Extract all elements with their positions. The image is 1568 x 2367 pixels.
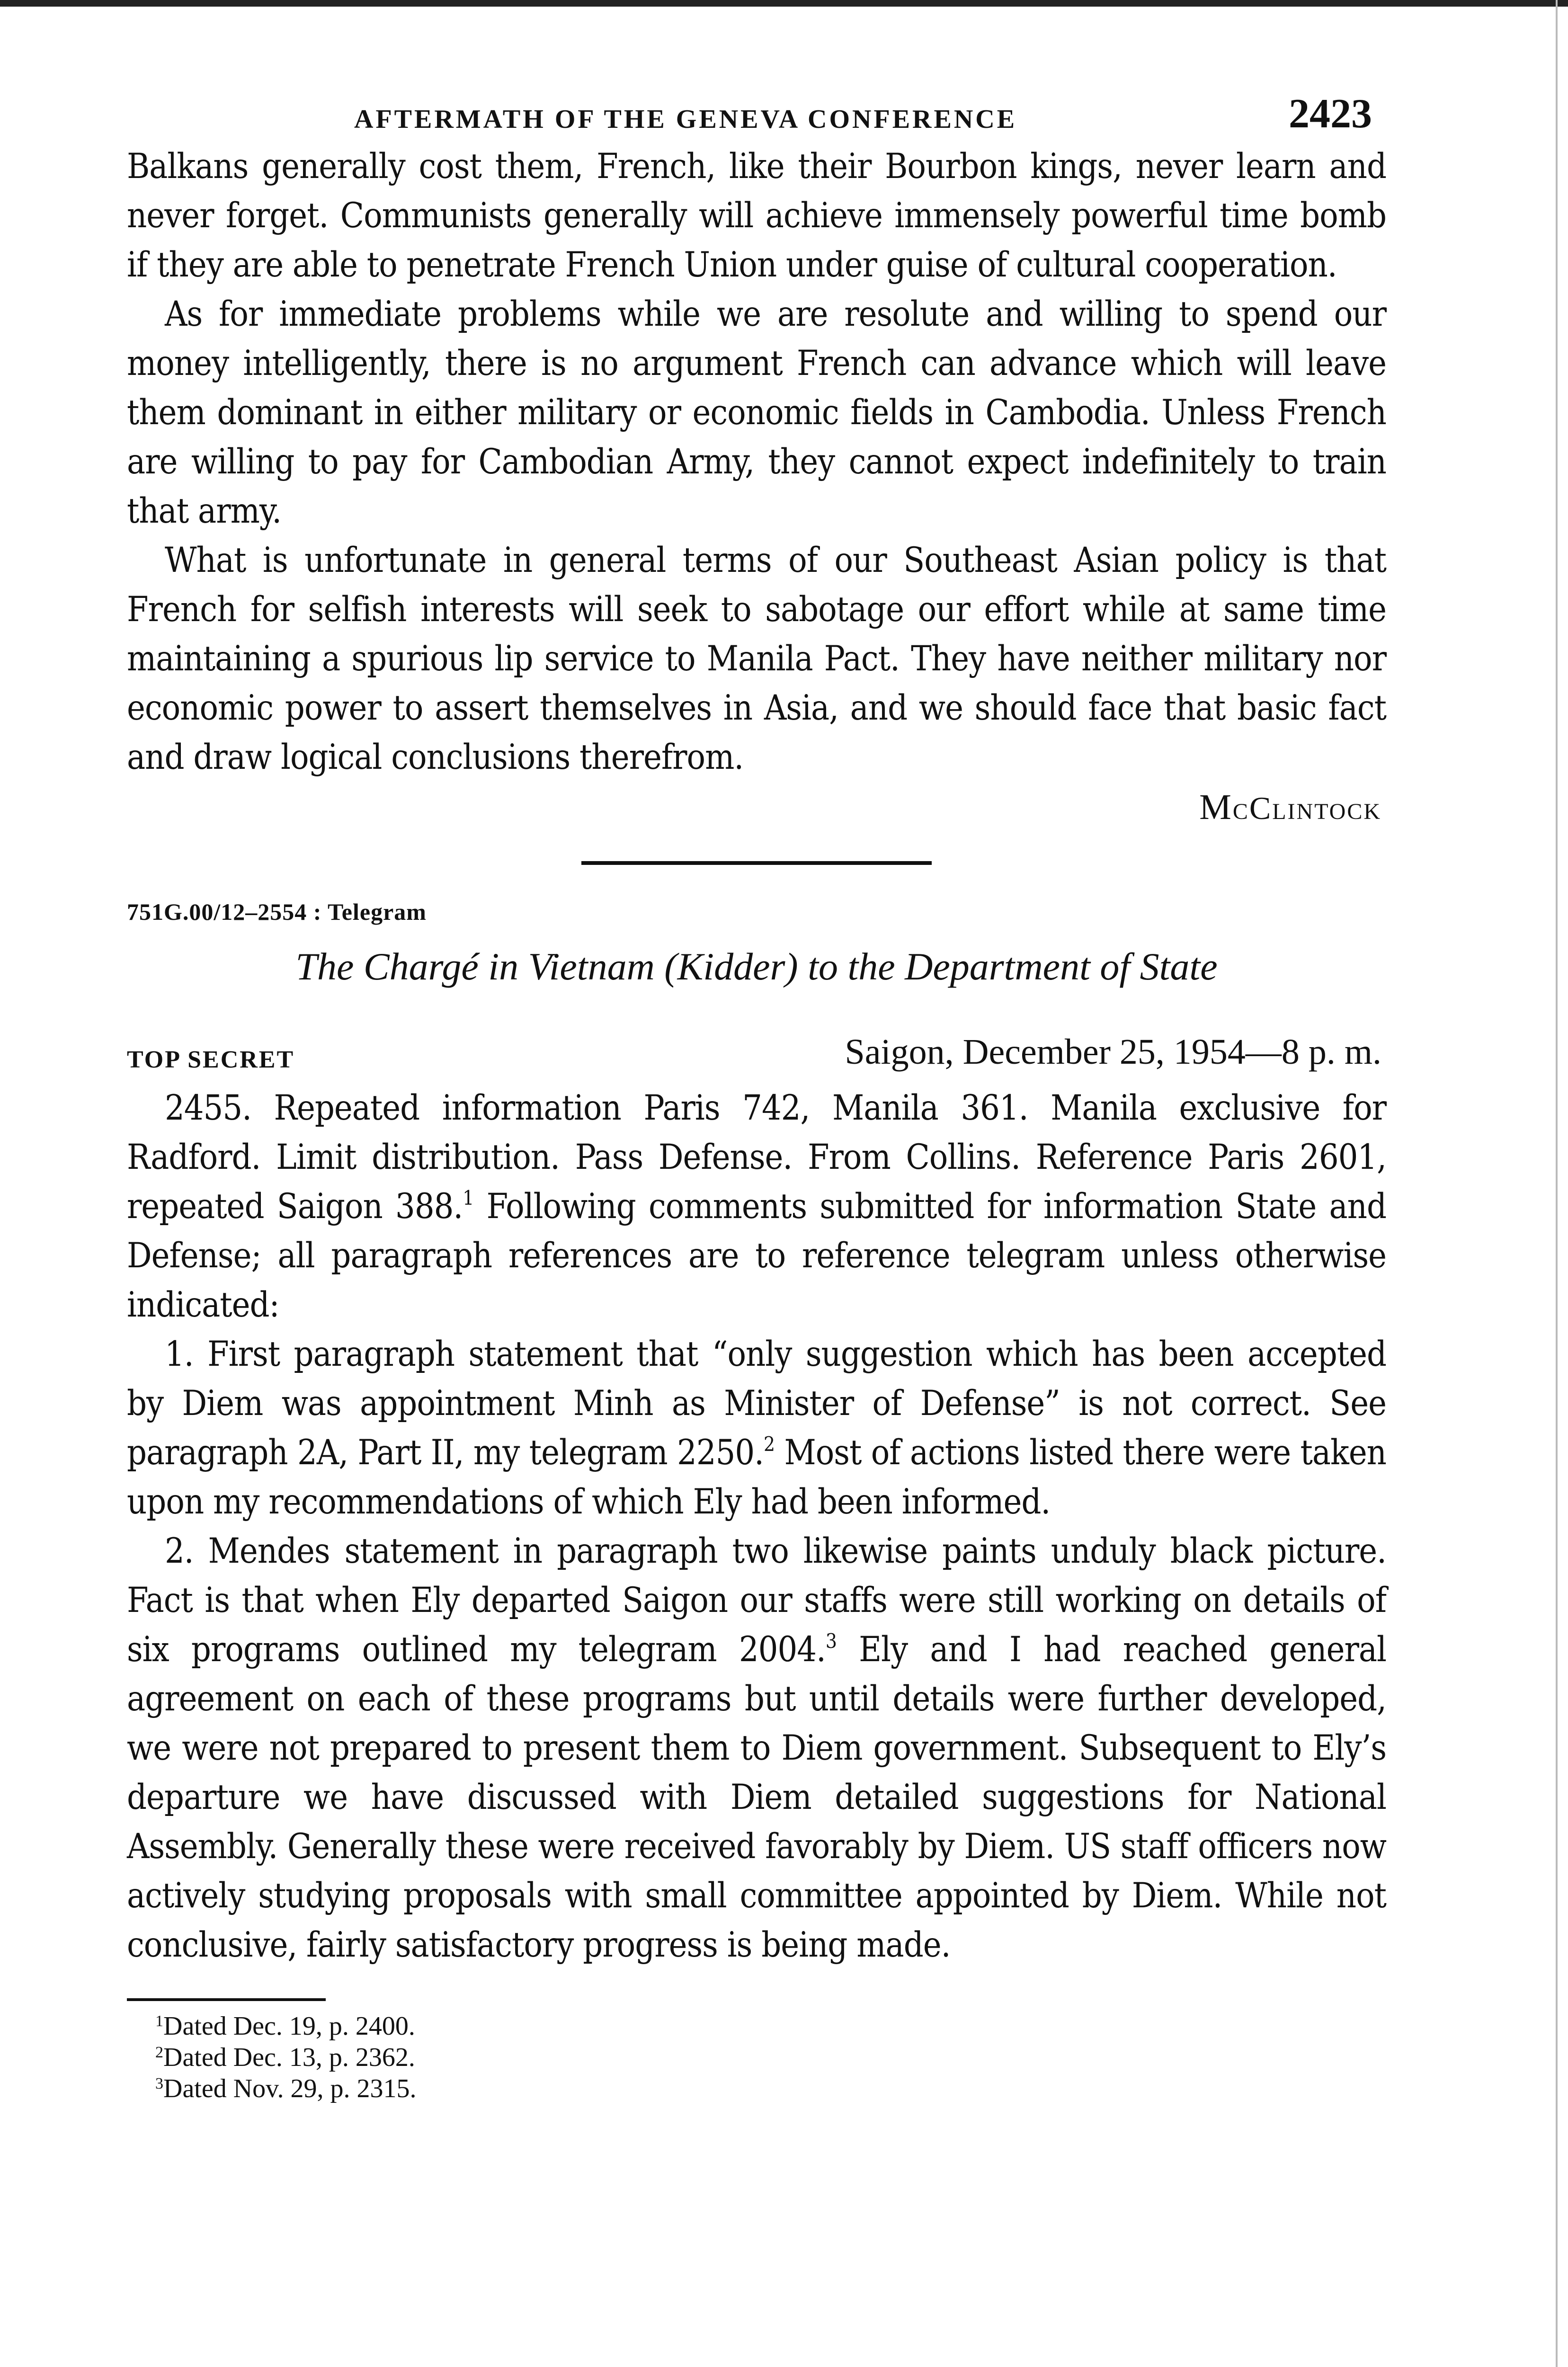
footnote-ref-1: 1 (463, 1186, 474, 1210)
footnote-marker: 1 (155, 2012, 163, 2030)
document-page (127, 90, 1386, 2104)
page-number: 2423 (1289, 91, 1372, 137)
section-divider (581, 861, 932, 865)
para-1-text-a: 1. First paragraph statement that “only suggestion which has been accepted by Diem was appointment Minh as Minister of Defense” is not correct. See paragraph 2A, Part II, my telegram 2250. (127, 1334, 1386, 1473)
continuation-paragraph-3: What is unfortunate in general terms of our Southeast Asian policy is that French for selfish interests will seek to sabotage our effort while at same time maintaining a spurious lip service to Manila Pact. They have neither military nor economic power to assert themselves in Asia, and we should face that basic fact and draw logical conclusions therefrom. (127, 540, 1386, 777)
footnote-text: Dated Nov. 29, p. 2315. (163, 2074, 417, 2103)
file-reference: 751G.00/12–2554 : Telegram (127, 899, 427, 925)
classification: TOP SECRET (127, 1046, 295, 1073)
telegram-intro-paragraph (127, 1084, 1386, 1330)
footnote-marker: 3 (155, 2075, 163, 2092)
continuation-paragraph-1: Balkans generally cost them, French, like their Bourbon kings, never learn and never forget. Communists generally will achieve immensely powerful time bomb if they are able to penetrate French Union under guise of cultural cooperation. (127, 146, 1386, 285)
document-title: The Chargé in Vietnam (Kidder) to the Department of State (295, 945, 1218, 988)
signature-smallcaps: cClintock (1232, 790, 1381, 826)
intro-text-b: Following comments submitted for information State and Defense; all paragraph references are to reference telegram unless otherwise indicated: (127, 1186, 1386, 1325)
footnote-marker: 2 (155, 2044, 163, 2061)
footnote-ref-2: 2 (764, 1433, 775, 1456)
page-side-edge (1556, 0, 1558, 2367)
footnote-rule (127, 1998, 326, 2001)
para-1-text-b: Most of actions listed there were taken upon my recommendations of which Ely had been informed. (127, 1433, 1386, 1522)
signature (127, 787, 1386, 828)
para-2-text-a: 2. Mendes statement in paragraph two likewise paints unduly black picture. Fact is that when Ely departed Saigon our staffs were still working on details of six programs outlined my telegram 2004. (127, 1531, 1386, 1670)
place-date: Saigon, December 25, 1954—8 p. m. (845, 1032, 1381, 1072)
footnote (155, 2042, 1386, 2073)
continuation-paragraph-2: As for immediate problems while we are resolute and willing to spend our money intelligently, there is no argument French can advance which will leave them dominant in either military or economic fields in Cambodia. Unless French are willing to pay for Cambodian Army, they cannot expect indefinitely to train that army. (127, 294, 1386, 531)
footnotes (127, 2011, 1386, 2104)
telegram-paragraph-2 (127, 1527, 1386, 1970)
footnote (155, 2011, 1386, 2042)
dateline (127, 1032, 1386, 1084)
footnote (155, 2073, 1386, 2104)
telegram-paragraph-1 (127, 1330, 1386, 1527)
footnote-text: Dated Dec. 19, p. 2400. (163, 2011, 415, 2041)
running-head-title: AFTERMATH OF THE GENEVA CONFERENCE (354, 105, 1017, 134)
footnote-ref-3: 3 (825, 1629, 837, 1653)
running-head (127, 90, 1386, 142)
page-top-edge (0, 0, 1568, 7)
intro-text-a: 2455. Repeated information Paris 742, Manila 361. Manila exclusive for Radford. Limit distribution. Pass Defense. From Collins. Reference Paris 2601, repeated Saigon 388. (127, 1088, 1386, 1227)
footnote-text: Dated Dec. 13, p. 2362. (163, 2043, 415, 2072)
para-2-text-b: Ely and I had reached general agreement on each of these programs but until details were further developed, we were not prepared to present them to Diem government. Subsequent to Ely’s departure we have discussed with Diem detailed suggestions for National Assembly. Generally these were received favorably by Diem. US staff officers now actively studying proposals with small committee appointed by Diem. While not conclusive, fairly satisfactory progress is being made. (127, 1629, 1386, 1965)
signature-initial: M (1199, 787, 1233, 827)
